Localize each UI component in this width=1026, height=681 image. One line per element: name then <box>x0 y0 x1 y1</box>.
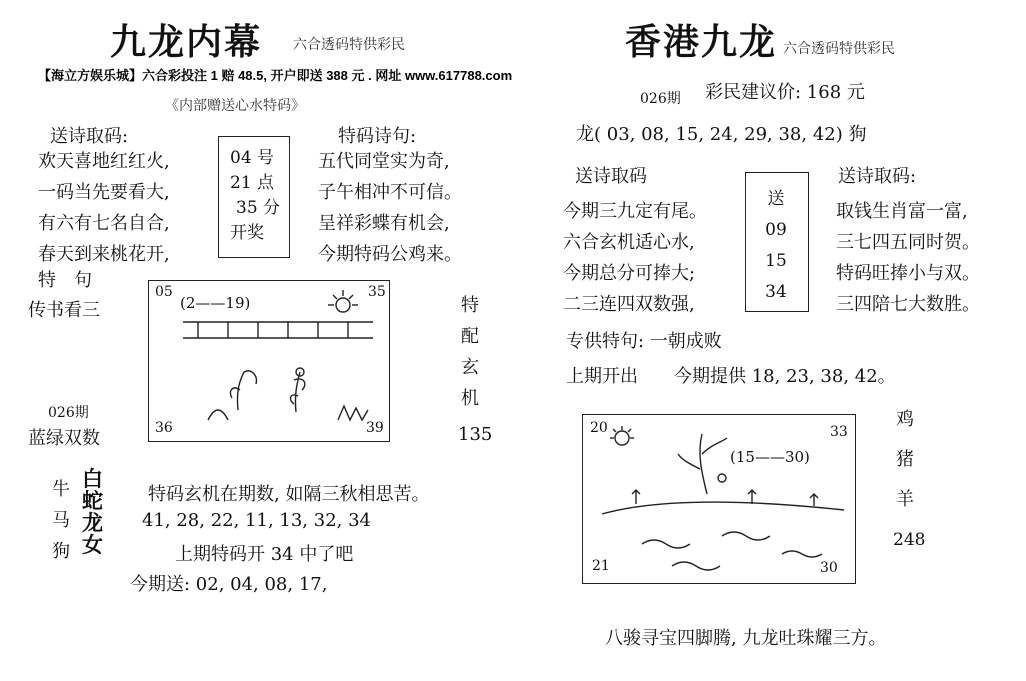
poem-line: 特码旺捧小与双。 <box>836 263 980 284</box>
right-poem-right-label: 送诗取码: <box>838 166 917 187</box>
zodiac-left <box>52 474 70 567</box>
zodiac-char: 猪 <box>896 449 914 470</box>
drawing-range: (2——19) <box>180 294 251 312</box>
poem-line: 一码当先要看大, <box>38 182 170 203</box>
drawing-corner: 33 <box>830 424 848 440</box>
bottom-poem: 八骏寻宝四脚腾, 九龙吐珠耀三方。 <box>605 628 887 649</box>
price: 彩民建议价: 168 元 <box>705 82 865 103</box>
zodiac-char: 牛 <box>52 479 70 500</box>
drawing-corner: 05 <box>155 284 173 300</box>
vertical-char: 特 <box>461 295 479 316</box>
left-poem-right <box>318 146 462 270</box>
zodiac-char: 羊 <box>896 489 914 510</box>
right-poem-left-label: 送诗取码 <box>575 166 647 187</box>
poem-line: 有六有七名自合, <box>38 213 170 234</box>
drawing-corner: 21 <box>592 558 610 574</box>
draw-box-line: 开奖 <box>230 223 264 243</box>
send-box-line: 34 <box>765 282 787 302</box>
color-hint: 蓝绿双数 <box>28 428 100 449</box>
vertical-number: 135 <box>458 424 493 445</box>
drawing-corner: 36 <box>155 420 173 436</box>
tejv-label: 特 句 <box>38 270 92 291</box>
dragon-line: 龙( 03, 08, 15, 24, 29, 38, 42) 狗 <box>576 124 867 145</box>
drawing-corner: 35 <box>368 284 386 300</box>
right-sketch <box>582 414 854 582</box>
draw-box-line: 04 号 <box>230 148 275 168</box>
right-last-line: 上期开出 今期提供 18, 23, 38, 42。 <box>566 366 896 387</box>
left-poem-label: 送诗取码: <box>50 126 129 147</box>
left-title-sub: 六合透码特供彩民 <box>293 37 405 53</box>
left-issue: 026期 <box>48 405 89 421</box>
right-poem-left <box>563 196 707 320</box>
zodiac-char: 鸡 <box>896 409 914 430</box>
poem-line: 今期特码公鸡来。 <box>318 244 462 265</box>
poem-line: 二三连四双数强, <box>563 294 695 315</box>
zodiac-big-char: 龙 <box>82 510 103 535</box>
send-box-line: 送 <box>767 189 785 209</box>
poem-line: 今期三九定有尾。 <box>563 201 707 222</box>
vertical-char: 机 <box>461 388 479 409</box>
right-title-sub: 六合透码特供彩民 <box>783 41 895 57</box>
draw-box-line: 21 点 <box>230 173 275 193</box>
left-poem <box>38 146 170 270</box>
inner-note: 《内部赠送心水特码》 <box>165 98 305 114</box>
left-title: 九龙内幕 <box>110 21 263 63</box>
vertical-tejv <box>458 290 482 414</box>
drawing-corner: 20 <box>590 420 608 436</box>
zodiac-vertical <box>893 400 917 520</box>
poem-line: 六合玄机适心水, <box>563 232 695 253</box>
right-issue: 026期 <box>640 91 681 107</box>
zodiac-big-char: 女 <box>82 532 103 557</box>
numbers-line: 41, 28, 22, 11, 13, 32, 34 <box>142 510 371 531</box>
ad-banner: 【海立方娱乐城】六合彩投注 1 赔 48.5, 开户即送 388 元 . 网址 www.617788.com <box>38 68 513 83</box>
zodiac-big <box>82 468 103 556</box>
special-line: 特码玄机在期数, 如隔三秋相思苦。 <box>148 484 430 505</box>
vertical-char: 玄 <box>461 357 479 378</box>
vertical-char: 配 <box>461 326 479 347</box>
right-poem-label: 特码诗句: <box>338 126 417 147</box>
left-sketch <box>148 280 388 440</box>
poem-line: 欢天喜地红红火, <box>38 151 170 172</box>
zodiac-number: 248 <box>893 530 926 550</box>
right-poem-right <box>836 196 980 320</box>
poem-line: 呈祥彩蝶有机会, <box>318 213 450 234</box>
send-box-text <box>745 184 807 308</box>
poem-line: 春天到来桃花开, <box>38 244 170 265</box>
poem-line: 三四陪七大数胜。 <box>836 294 980 315</box>
poem-line: 今期总分可捧大; <box>563 263 696 284</box>
drawing-corner: 30 <box>820 560 838 576</box>
zodiac-char: 马 <box>52 510 70 531</box>
zodiac-char: 狗 <box>52 541 70 562</box>
drawing-corner: 39 <box>366 420 384 436</box>
special-tejv: 专供特句: 一朝成败 <box>566 331 722 352</box>
poem-line: 子午相冲不可信。 <box>318 182 462 203</box>
send-box-line: 15 <box>765 251 787 271</box>
poem-line: 五代同堂实为奇, <box>318 151 450 172</box>
poem-line: 三七四五同时贺。 <box>836 232 980 253</box>
poem-line: 取钱生肖富一富, <box>836 201 968 222</box>
zodiac-big-char: 蛇 <box>82 488 103 513</box>
right-title: 香港九龙 <box>625 21 778 63</box>
tejv-text: 传书看三 <box>28 300 100 321</box>
send-line: 今期送: 02, 04, 08, 17, <box>130 574 328 595</box>
last-issue-line: 上期特码开 34 中了吧 <box>175 544 354 565</box>
draw-box-line: 35 分 <box>236 198 281 218</box>
draw-time-text <box>230 146 280 246</box>
zodiac-big-char: 白 <box>82 466 103 491</box>
drawing-range: (15——30) <box>730 448 810 466</box>
send-box-line: 09 <box>765 220 787 240</box>
